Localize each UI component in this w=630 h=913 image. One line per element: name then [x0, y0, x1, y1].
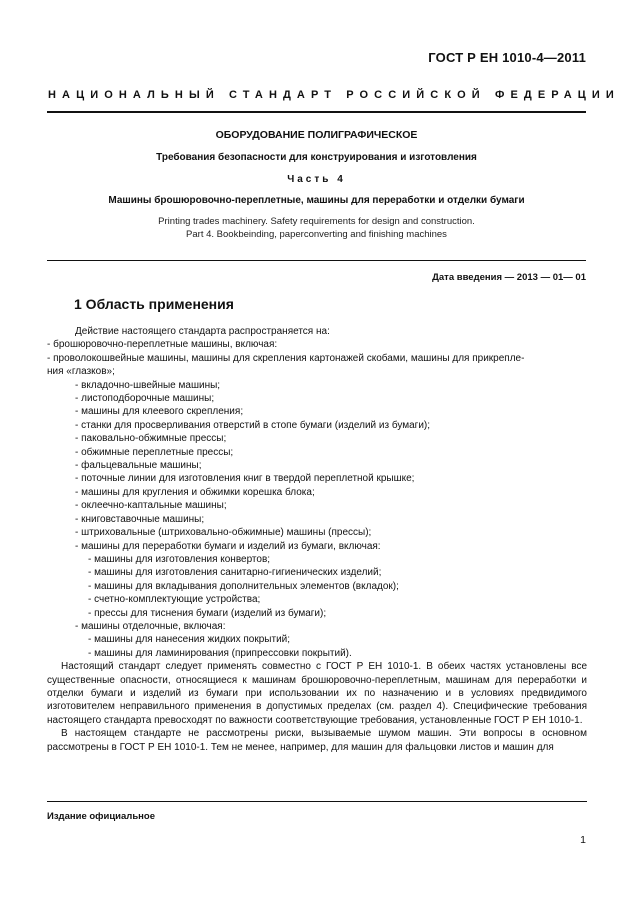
document-subtitle: Требования безопасности для конструирования и изготовления [156, 152, 477, 163]
section-title: 1 Область применения [74, 296, 234, 312]
list-item: - машины для кругления и обжимки корешка блока; [75, 486, 315, 498]
scope-paragraph-2: В настоящем стандарте не рассмотрены риски, вызываемые шумом машин. Эти вопросы в основном рассмотрены в ГОСТ Р ЕН 1010-1. Тем не менее, например, для машин для фальцовки листов и машин для [47, 728, 587, 753]
list-item: - брошюровочно-переплетные машины, включая: [47, 339, 278, 351]
list-item: - машины для клеевого скрепления; [75, 406, 244, 418]
list-item: - штриховальные (штриховально-обжимные) машины (прессы); [75, 527, 372, 539]
footer-divider [47, 801, 587, 802]
page-number: 1 [580, 834, 586, 846]
list-item: - станки для просверливания отверстий в стопе бумаги (изделий из бумаги); [75, 419, 431, 431]
list-subitem: - машины для ламинирования (припрессовки покрытий). [88, 647, 352, 659]
english-title-line-1: Printing trades machinery. Safety requirements for design and construction. [158, 216, 475, 227]
list-subitem: - счетно-комплектующие устройства; [88, 594, 261, 606]
list-item: - листоподборочные машины; [75, 393, 215, 405]
list-item: - машины отделочные, включая: [75, 620, 226, 632]
scope-intro: Действие настоящего стандарта распространяется на: [75, 326, 330, 337]
part-label: Часть 4 [287, 174, 346, 185]
list-item: - паковально-обжимные прессы; [75, 433, 227, 445]
list-subitem: - машины для изготовления конвертов; [88, 553, 271, 565]
part-title: Машины брошюровочно-переплетные, машины для переработки и отделки бумаги [108, 195, 525, 206]
list-subitem: - прессы для тиснения бумаги (изделий из бумаги); [88, 607, 327, 619]
english-title-line-2: Part 4. Bookbeinding, paperconverting and finishing machines [186, 229, 447, 240]
list-item: - машины для переработки бумаги и изделий из бумаги, включая: [75, 540, 381, 552]
list-item: ния «глазков»; [47, 366, 115, 378]
top-divider [47, 111, 586, 113]
list-subitem: - машины для изготовления санитарно-гигиенических изделий; [88, 567, 382, 579]
list-item: - поточные линии для изготовления книг в твердой переплетной крышке; [75, 473, 415, 485]
national-standard-heading: НАЦИОНАЛЬНЫЙ СТАНДАРТ РОССИЙСКОЙ ФЕДЕРАЦИИ [48, 89, 620, 101]
scope-paragraph-1: Настоящий стандарт следует применять совместно с ГОСТ Р ЕН 1010-1. В обеих частях установлены все существенные опасности, относящиеся к машинам брошюровочно-переплетным, машинам для переработки и отделки бумаги и изделий из бумаги при использовании их по назначению и в условиях предвидимого изготовителем неправильного применения в допустимых пределах (см. раздел 4). Специфические требования настоящего стандарта превосходят по важности соответствующие требования, установленные ГОСТ Р ЕН 1010-1. [47, 661, 587, 726]
title-divider [47, 260, 586, 261]
list-item: - проволокошвейные машины, машины для скрепления картонажей скобами, машины для прикрепле- [47, 352, 525, 364]
list-item: - обжимные переплетные прессы; [75, 446, 234, 458]
list-item: - фальцевальные машины; [75, 460, 202, 472]
section-body [47, 325, 587, 754]
standard-code: ГОСТ Р ЕН 1010-4—2011 [428, 50, 586, 65]
list-item: - оклеечно-каптальные машины; [75, 500, 227, 512]
official-edition-label: Издание официальное [47, 811, 155, 822]
list-subitem: - машины для вкладывания дополнительных элементов (вкладок); [88, 580, 399, 592]
list-item: - книговставочные машины; [75, 513, 205, 525]
list-subitem: - машины для нанесения жидких покрытий; [88, 634, 291, 646]
document-title: ОБОРУДОВАНИЕ ПОЛИГРАФИЧЕСКОЕ [215, 129, 418, 141]
list-item: - вкладочно-швейные машины; [75, 379, 221, 391]
introduction-date: Дата введения — 2013 — 01— 01 [432, 272, 586, 283]
